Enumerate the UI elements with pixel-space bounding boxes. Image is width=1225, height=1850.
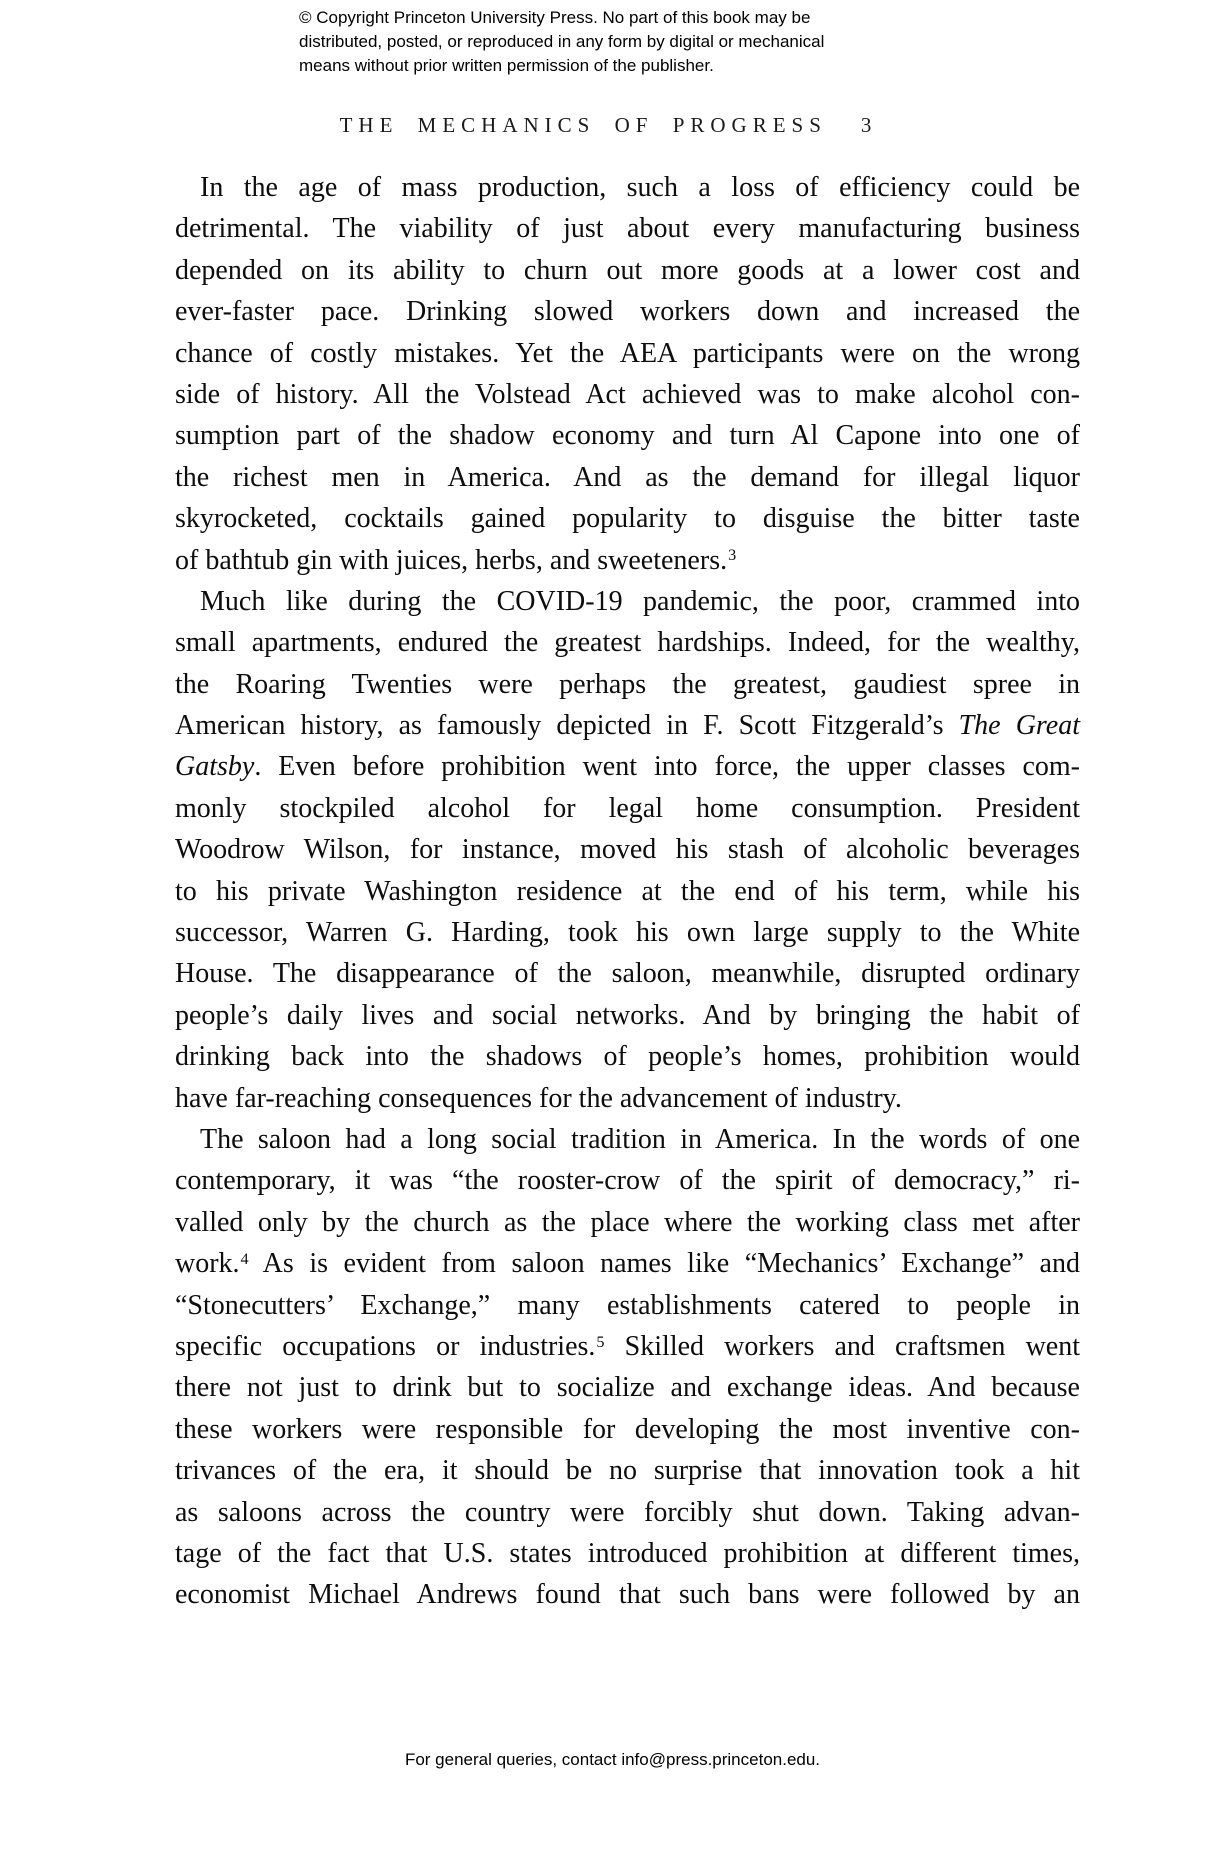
text-segment: skyrocketed, cocktails gained popularity to disguise the bitter taste: [175, 503, 1080, 535]
body-line: [175, 1409, 1080, 1450]
body-line: [175, 1243, 1080, 1284]
text-segment: valled only by the church as the place where the working class met after: [175, 1206, 1080, 1238]
body-line: [175, 912, 1080, 953]
body-line: [175, 1367, 1080, 1408]
italic-text: Gatsby: [175, 751, 255, 783]
body-line: [175, 1160, 1080, 1201]
body-line: [175, 374, 1080, 415]
body-line: [175, 250, 1080, 291]
paragraph: [175, 581, 1080, 1119]
page-number: 3: [860, 113, 872, 137]
text-segment: contemporary, it was “the rooster-crow of the spirit of democracy,” ri-: [175, 1165, 1080, 1197]
text-segment: Skilled workers and craftsmen went: [604, 1330, 1080, 1362]
body-line: [175, 167, 1080, 208]
text-segment: American history, as famously depicted in F. Scott Fitzgerald’s: [175, 710, 959, 742]
text-segment: detrimental. The viability of just about every manufacturing business: [175, 213, 1080, 245]
paragraph: [175, 167, 1080, 581]
body-line: [175, 1326, 1080, 1367]
body-line: [175, 1533, 1080, 1574]
text-segment: The saloon had a long social tradition in America. In the words of one: [200, 1123, 1080, 1155]
body-line: [175, 995, 1080, 1036]
running-head-title: THE MECHANICS OF PROGRESS: [339, 113, 827, 137]
body-line: [175, 581, 1080, 622]
text-segment: work.: [175, 1248, 240, 1280]
running-head: [175, 115, 1080, 136]
body-line: [175, 208, 1080, 249]
body-line: [175, 1036, 1080, 1077]
text-segment: trivances of the era, it should be no surprise that innovation took a hit: [175, 1455, 1080, 1487]
body-text: [175, 167, 1080, 1616]
body-line: [175, 871, 1080, 912]
body-line: [175, 1202, 1080, 1243]
text-segment: As is evident from saloon names like “Mechanics’ Exchange” and: [248, 1248, 1080, 1280]
text-segment: economist Michael Andrews found that such bans were followed by an: [175, 1579, 1080, 1611]
text-segment: “Stonecutters’ Exchange,” many establishments catered to people in: [175, 1289, 1080, 1321]
text-segment: the richest men in America. And as the demand for illegal liquor: [175, 461, 1080, 493]
text-segment: of bathtub gin with juices, herbs, and sweeteners.: [175, 544, 728, 576]
body-line: [175, 1450, 1080, 1491]
text-segment: side of history. All the Volstead Act achieved was to make alcohol con-: [175, 378, 1080, 410]
body-line: [175, 746, 1080, 787]
text-segment: sumption part of the shadow economy and turn Al Capone into one of: [175, 420, 1080, 452]
copyright-line: means without prior written permission of the publisher.: [299, 56, 714, 75]
copyright-line: © Copyright Princeton University Press. No part of this book may be: [299, 8, 811, 27]
body-line: [175, 498, 1080, 539]
footnote-marker: 3: [728, 546, 737, 565]
text-segment: tage of the fact that U.S. states introduced prohibition at different times,: [175, 1537, 1080, 1569]
body-line: [175, 953, 1080, 994]
text-segment: drinking back into the shadows of people’s homes, prohibition would: [175, 1041, 1080, 1073]
text-segment: depended on its ability to churn out more goods at a lower cost and: [175, 254, 1080, 286]
text-segment: the Roaring Twenties were perhaps the greatest, gaudiest spree in: [175, 668, 1080, 700]
paragraph: [175, 1119, 1080, 1616]
text-segment: In the age of mass production, such a loss of efficiency could be: [200, 172, 1080, 203]
body-line: [175, 829, 1080, 870]
body-line: [175, 415, 1080, 456]
body-line: [175, 622, 1080, 663]
text-segment: . Even before prohibition went into force, the upper classes com-: [254, 751, 1080, 783]
body-line: [175, 1574, 1080, 1615]
text-segment: these workers were responsible for developing the most inventive con-: [175, 1413, 1080, 1445]
body-line: [175, 788, 1080, 829]
footnote-marker: 4: [240, 1249, 249, 1268]
body-line: [175, 333, 1080, 374]
text-segment: chance of costly mistakes. Yet the AEA participants were on the wrong: [175, 337, 1080, 369]
body-line: [175, 705, 1080, 746]
body-line: [175, 457, 1080, 498]
footnote-marker: 5: [596, 1332, 605, 1351]
body-line: [175, 1285, 1080, 1326]
copyright-line: distributed, posted, or reproduced in any form by digital or mechanical: [299, 32, 825, 51]
text-segment: specific occupations or industries.: [175, 1330, 596, 1362]
text-segment: Much like during the COVID-19 pandemic, the poor, crammed into: [200, 585, 1080, 617]
text-segment: small apartments, endured the greatest hardships. Indeed, for the wealthy,: [175, 627, 1080, 659]
text-segment: people’s daily lives and social networks. And by bringing the habit of: [175, 999, 1080, 1031]
text-segment: there not just to drink but to socialize and exchange ideas. And because: [175, 1372, 1080, 1404]
text-segment: House. The disappearance of the saloon, meanwhile, disrupted ordinary: [175, 958, 1080, 990]
footer-contact: For general queries, contact info@press.princeton.edu.: [404, 1750, 821, 1769]
text-segment: ever-faster pace. Drinking slowed workers down and increased the: [175, 296, 1080, 328]
body-line: [175, 1119, 1080, 1160]
body-line: [175, 1492, 1080, 1533]
italic-text: The Great: [958, 710, 1080, 742]
text-segment: monly stockpiled alcohol for legal home consumption. President: [175, 792, 1080, 824]
body-line: [175, 664, 1080, 705]
text-segment: successor, Warren G. Harding, took his own large supply to the White: [175, 917, 1080, 949]
body-line: [175, 1078, 1080, 1119]
text-segment: Woodrow Wilson, for instance, moved his stash of alcoholic beverages: [175, 834, 1080, 866]
text-segment: to his private Washington residence at the end of his term, while his: [175, 875, 1080, 907]
text-segment: have far-reaching consequences for the advancement of industry.: [175, 1082, 902, 1114]
body-line: [175, 291, 1080, 332]
text-segment: as saloons across the country were forcibly shut down. Taking advan-: [175, 1496, 1080, 1528]
body-line: [175, 540, 1080, 581]
copyright-notice: [299, 6, 824, 78]
